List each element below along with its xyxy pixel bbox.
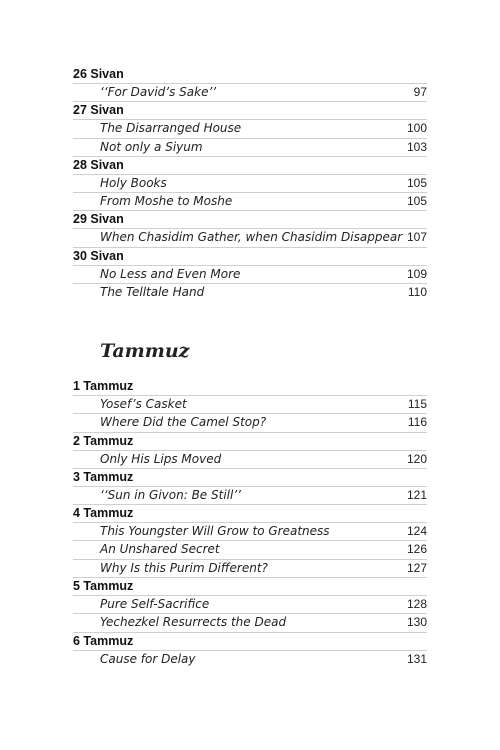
entry-page-number: 107 [406,230,427,245]
toc-entry[interactable] [73,614,427,632]
entry-title: The Telltale Hand [100,285,205,300]
entry-page-number: 121 [406,487,427,502]
day-heading: 5 Tammuz [73,578,427,596]
entry-page-number: 105 [406,175,427,190]
entry-page-number: 130 [406,615,427,630]
entry-title: Why Is this Purim Different? [100,560,268,575]
day-heading: 6 Tammuz [73,633,427,651]
day-heading: 2 Tammuz [73,433,427,451]
entry-title: ‘‘Sun in Givon: Be Still’’ [100,487,241,502]
entry-page-number: 126 [406,542,427,557]
day-heading: 26 Sivan [73,66,427,84]
toc-entry[interactable] [73,229,427,247]
entry-page-number: 109 [406,266,427,281]
entry-page-number: 110 [407,285,427,300]
entry-title: Yosef’s Casket [100,397,187,411]
entry-page-number: 128 [406,597,427,612]
toc-entry[interactable] [73,487,427,505]
entry-title: Holy Books [100,175,167,190]
entry-title: Only His Lips Moved [100,451,222,466]
day-heading: 30 Sivan [73,248,427,266]
entry-title: An Unshared Secret [100,542,220,557]
toc-entry[interactable] [73,560,427,578]
toc-entry[interactable] [73,523,427,541]
entry-page-number: 124 [406,524,427,539]
entry-page-number: 116 [407,415,427,430]
entry-page-number: 115 [407,397,427,411]
entry-page-number: 127 [406,560,427,575]
entry-title: No Less and Even More [100,266,241,281]
entry-title: Not only a Siyum [100,139,203,154]
entry-title: Pure Self-Sacrifice [100,597,210,612]
toc-entry[interactable] [73,284,427,301]
entry-page-number: 105 [406,194,427,209]
toc-entry[interactable] [73,266,427,284]
entry-page-number: 120 [406,451,427,466]
day-heading: 1 Tammuz [73,378,427,396]
entry-title: The Disarranged House [100,121,242,136]
entry-title: Yechezkel Resurrects the Dead [100,615,287,630]
tammuz-contents [73,378,427,668]
toc-entry[interactable] [73,651,427,668]
entry-title: Cause for Delay [100,651,196,666]
entry-title: From Moshe to Moshe [100,194,233,209]
entry-page-number: 103 [406,139,427,154]
entry-page-number: 100 [406,121,427,136]
entry-title: This Youngster Will Grow to Greatness [100,524,330,539]
sivan-contents [73,66,427,301]
entry-page-number: 131 [406,651,427,666]
day-heading: 29 Sivan [73,211,427,229]
toc-entry[interactable] [73,396,427,414]
toc-entry[interactable] [73,120,427,138]
entry-title: ‘‘For David’s Sake’’ [100,85,217,99]
day-heading: 3 Tammuz [73,469,427,487]
day-heading: 4 Tammuz [73,505,427,523]
toc-entry[interactable] [73,414,427,432]
toc-entry[interactable] [73,139,427,157]
toc-entry[interactable] [73,84,427,102]
entry-title: When Chasidim Gather, when Chasidim Disappear [100,230,403,245]
toc-entry[interactable] [73,193,427,211]
day-heading: 27 Sivan [73,102,427,120]
entry-page-number: 97 [413,85,427,99]
toc-entry[interactable] [73,596,427,614]
month-heading: Tammuz [100,340,190,362]
toc-entry[interactable] [73,451,427,469]
toc-entry[interactable] [73,175,427,193]
toc-entry[interactable] [73,541,427,559]
entry-title: Where Did the Camel Stop? [100,415,267,430]
day-heading: 28 Sivan [73,157,427,175]
